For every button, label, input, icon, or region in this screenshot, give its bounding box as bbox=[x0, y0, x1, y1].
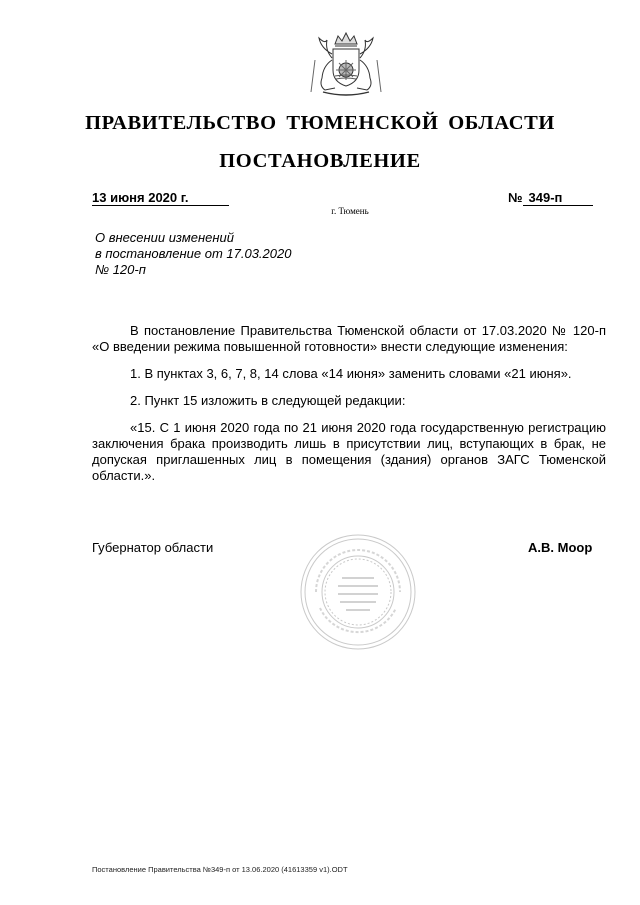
body-paragraph: 1. В пунктах 3, 6, 7, 8, 14 слова «14 июня» заменить словами «21 июня». bbox=[130, 366, 572, 382]
subject-line: О внесении изменений bbox=[95, 230, 234, 245]
seal-icon bbox=[298, 532, 418, 652]
body-paragraph: В постановление Правительства Тюменской области от 17.03.2020 № 120-п «О введении режима повышенной готовности» внести следующие изменения: bbox=[92, 323, 606, 355]
signatory-title: Губернатор области bbox=[92, 540, 214, 555]
document-type: ПОСТАНОВЛЕНИЕ bbox=[219, 150, 421, 172]
number-prefix: № bbox=[508, 190, 523, 205]
body-paragraph: 2. Пункт 15 изложить в следующей редакции: bbox=[130, 392, 406, 408]
subject-line: № 120-п bbox=[95, 262, 146, 277]
body-paragraph: «15. С 1 июня 2020 года по 21 июня 2020 года государственную регистрацию заключения брака производить лишь в присутствии лиц, вступающих в брак, не допуская приглашенных лиц в помещения (здания) органов ЗАГС Тюменской области.». bbox=[92, 419, 606, 484]
coat-of-arms-icon bbox=[305, 30, 387, 100]
subject-line: в постановление от 17.03.2020 bbox=[95, 246, 292, 261]
organization-title: ПРАВИТЕЛЬСТВО ТЮМЕНСКОЙ ОБЛАСТИ bbox=[85, 112, 555, 134]
subject bbox=[95, 230, 291, 278]
document-date: 13 июня 2020 г. bbox=[92, 190, 229, 206]
number-value: 349-п bbox=[523, 190, 593, 206]
footer-text: Постановление Правительства №349-п от 13.06.2020 (41613359 v1).ODT bbox=[92, 865, 348, 874]
document-body bbox=[92, 323, 606, 496]
document-number bbox=[508, 190, 604, 206]
signatory-name: А.В. Моор bbox=[528, 540, 593, 555]
city: г. Тюмень bbox=[331, 206, 369, 216]
